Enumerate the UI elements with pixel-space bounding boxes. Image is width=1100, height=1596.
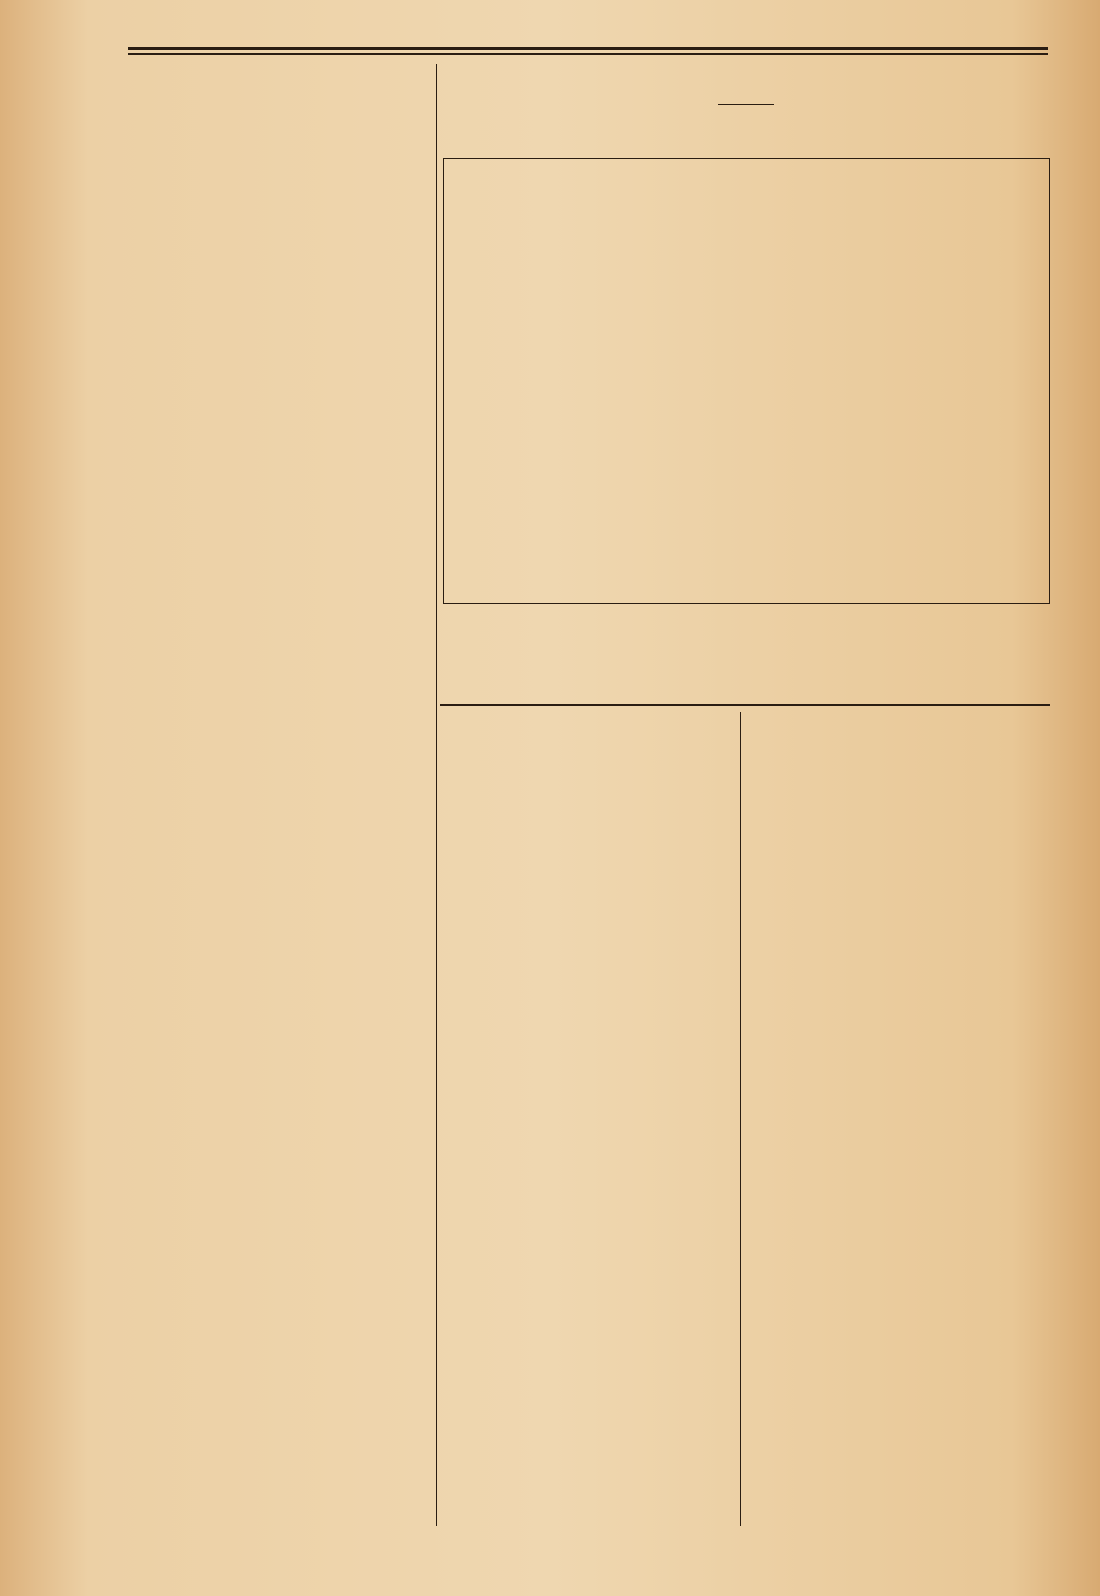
results-table <box>443 158 1050 604</box>
header-rule-thin <box>128 53 1048 55</box>
section-rule <box>440 704 1050 706</box>
title-rule <box>718 104 774 105</box>
header-rule <box>128 47 1048 50</box>
middle-column-text <box>443 722 732 730</box>
column-divider <box>436 64 437 1526</box>
column-divider <box>740 712 741 1526</box>
